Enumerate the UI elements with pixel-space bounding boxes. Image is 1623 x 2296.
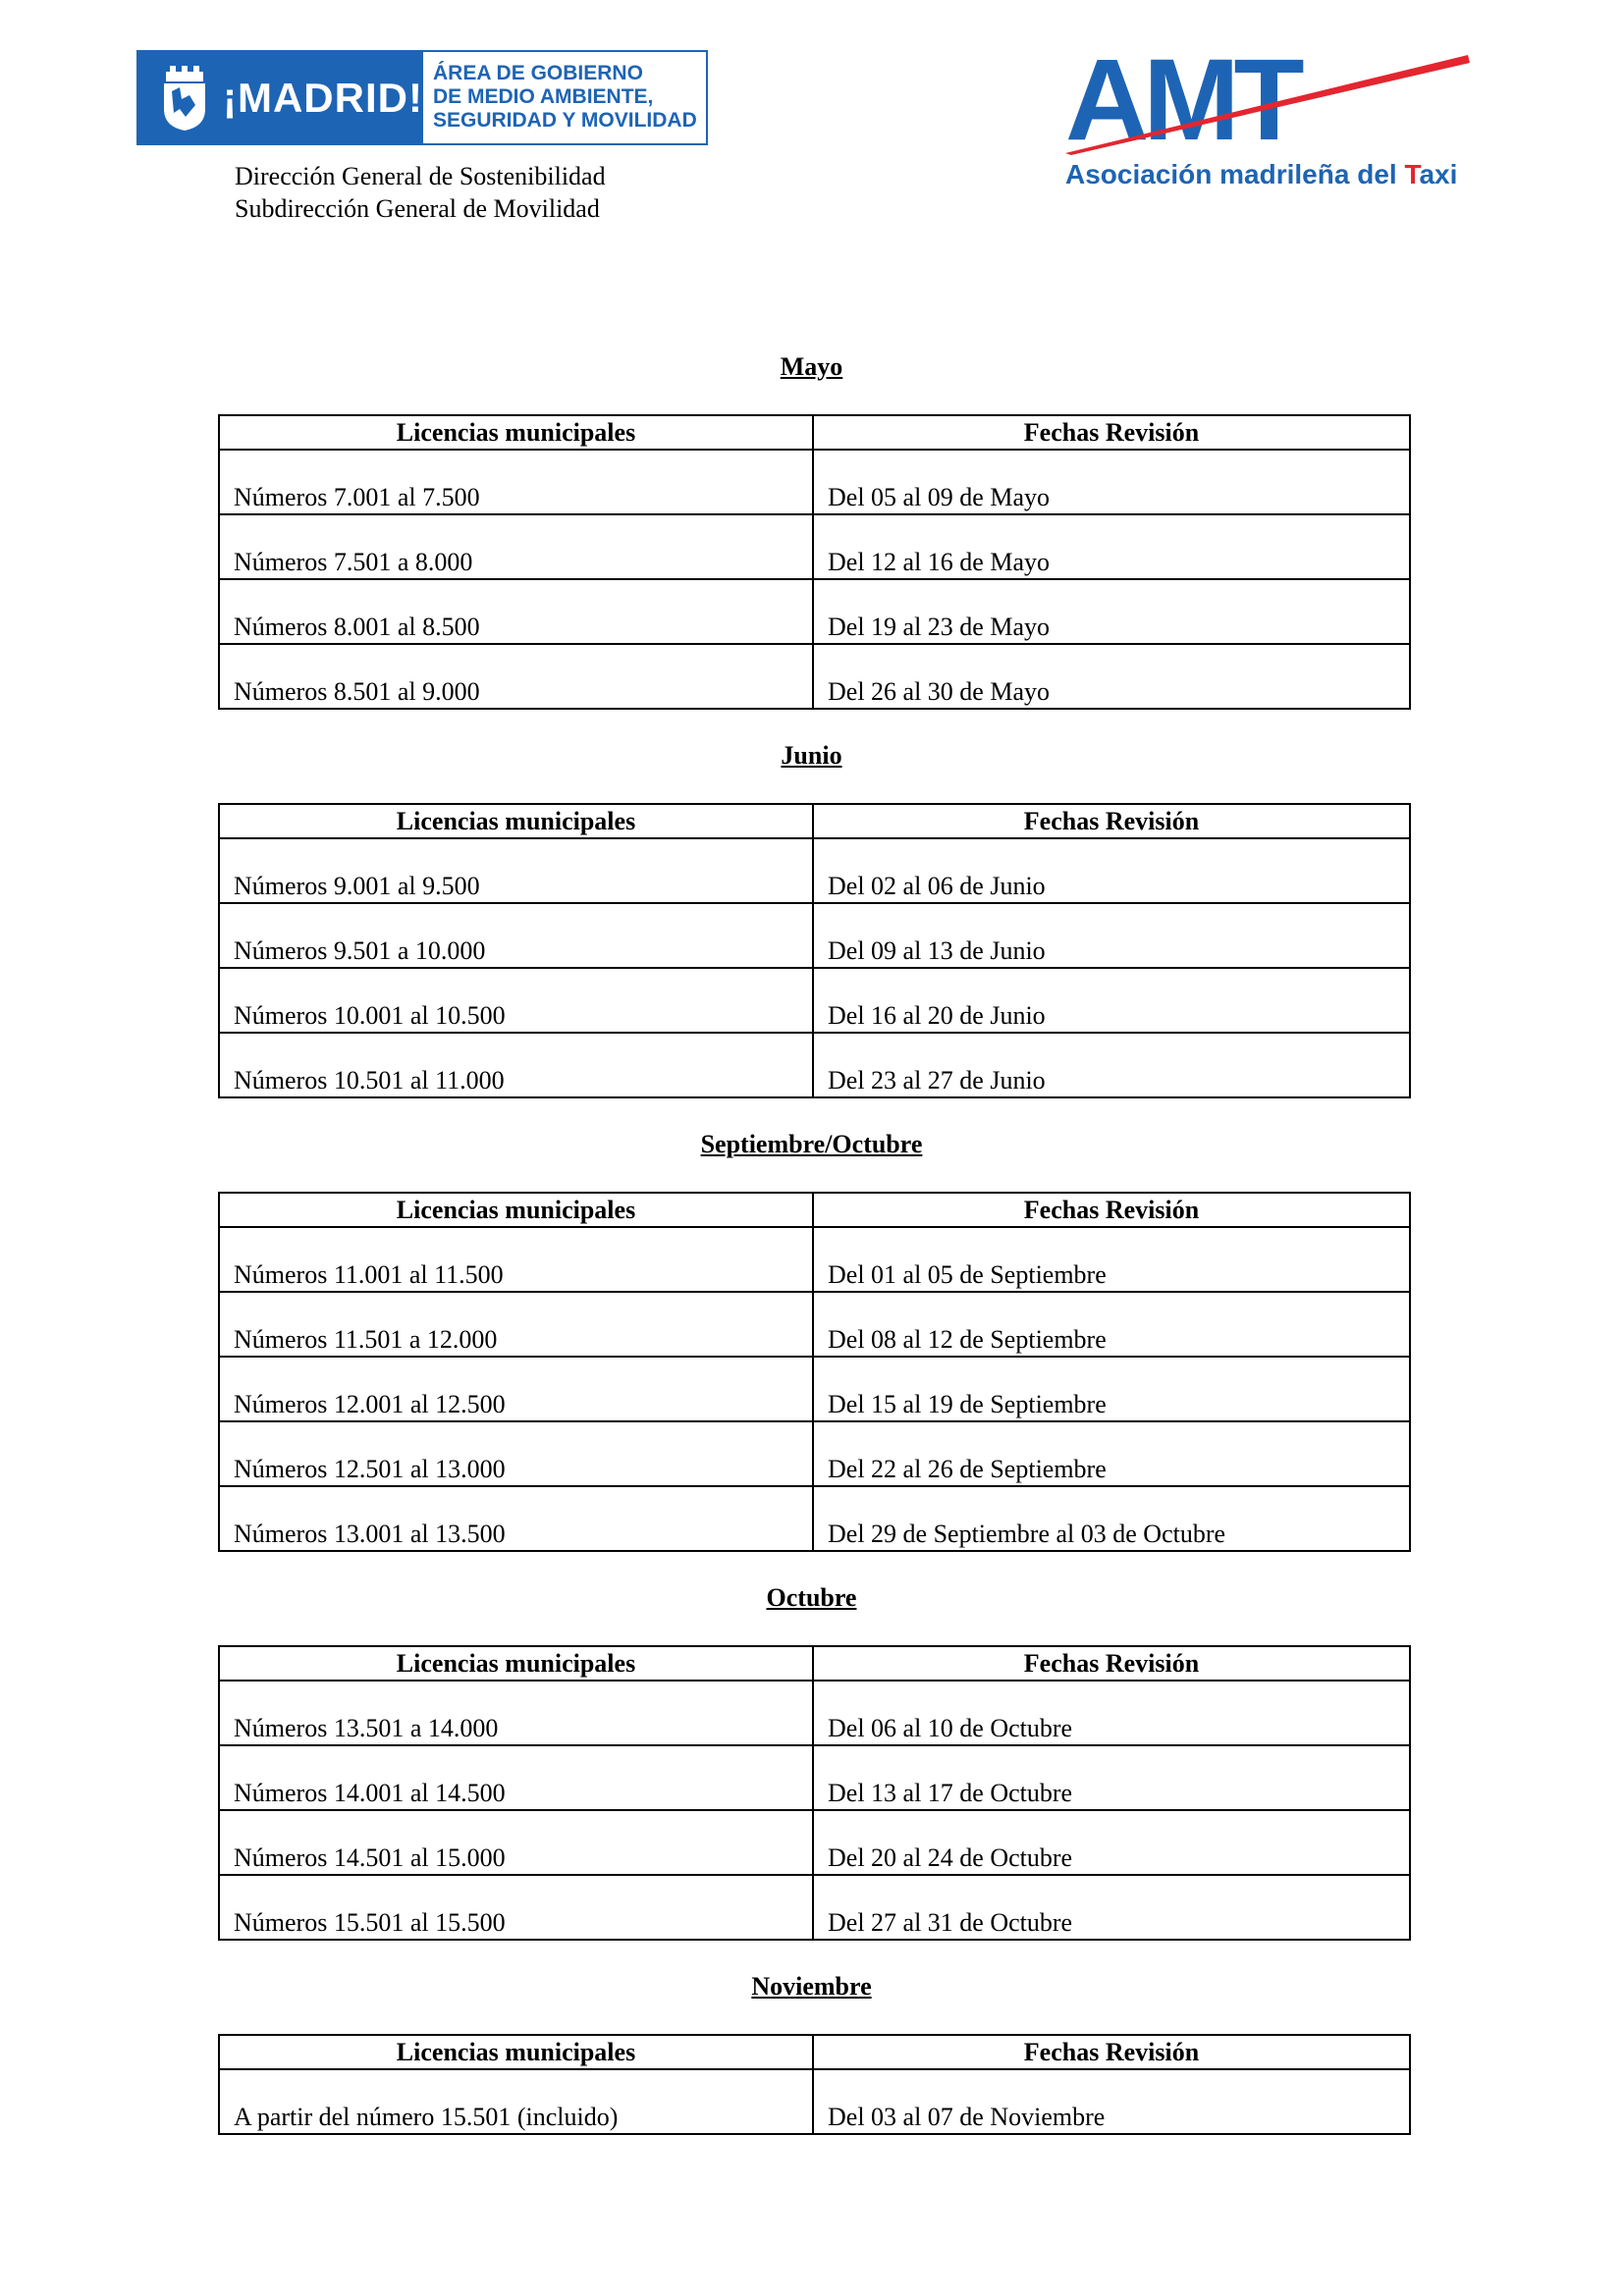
table-row: [219, 1421, 1410, 1486]
table-row: [219, 450, 1410, 514]
review-dates-cell: Del 29 de Septiembre al 03 de Octubre: [813, 1486, 1410, 1551]
license-range-cell: Números 10.501 al 11.000: [219, 1033, 813, 1097]
table-row: [219, 1357, 1410, 1421]
madrid-logo: [136, 50, 708, 145]
review-dates-cell: Del 20 al 24 de Octubre: [813, 1810, 1410, 1875]
review-dates-cell: Del 13 al 17 de Octubre: [813, 1745, 1410, 1810]
column-header-licenses: Licencias municipales: [219, 804, 813, 838]
review-dates-cell: Del 26 al 30 de Mayo: [813, 644, 1410, 709]
month-title-junio: Junio: [781, 741, 842, 770]
table-row: [219, 838, 1410, 903]
license-range-cell: Números 8.001 al 8.500: [219, 579, 813, 644]
table-row: [219, 579, 1410, 644]
table-row: [219, 1486, 1410, 1551]
license-range-cell: Números 13.001 al 13.500: [219, 1486, 813, 1551]
column-header-licenses: Licencias municipales: [219, 415, 813, 450]
schedule-table-junio: [218, 803, 1411, 1098]
table-row: [219, 514, 1410, 579]
review-dates-cell: Del 01 al 05 de Septiembre: [813, 1227, 1410, 1292]
column-header-dates: Fechas Revisión: [813, 1193, 1410, 1227]
license-range-cell: Números 9.501 a 10.000: [219, 903, 813, 968]
review-dates-cell: Del 02 al 06 de Junio: [813, 838, 1410, 903]
license-range-cell: Números 7.501 a 8.000: [219, 514, 813, 579]
area-line: SEGURIDAD Y MOVILIDAD: [433, 109, 697, 132]
amt-tagline-start: Asociación madrileña del: [1065, 159, 1405, 189]
license-range-cell: Números 11.001 al 11.500: [219, 1227, 813, 1292]
review-dates-cell: Del 19 al 23 de Mayo: [813, 579, 1410, 644]
table-row: [219, 1875, 1410, 1940]
amt-letters: AMT: [1065, 53, 1299, 156]
table-row: [219, 2069, 1410, 2134]
table-row: [219, 1810, 1410, 1875]
column-header-dates: Fechas Revisión: [813, 804, 1410, 838]
license-range-cell: Números 10.001 al 10.500: [219, 968, 813, 1033]
table-row: [219, 1681, 1410, 1745]
review-dates-cell: Del 12 al 16 de Mayo: [813, 514, 1410, 579]
madrid-area-text: [423, 52, 706, 143]
month-title-octubre: Octubre: [766, 1583, 857, 1612]
schedule-table-septiembre-octubre: [218, 1192, 1411, 1552]
table-row: [219, 968, 1410, 1033]
license-range-cell: Números 8.501 al 9.000: [219, 644, 813, 709]
madrid-wordmark: ¡MADRID!: [223, 74, 423, 121]
column-header-licenses: Licencias municipales: [219, 2035, 813, 2069]
table-row: [219, 1745, 1410, 1810]
month-title-mayo: Mayo: [780, 352, 843, 381]
column-header-dates: Fechas Revisión: [813, 2035, 1410, 2069]
license-range-cell: Números 14.001 al 14.500: [219, 1745, 813, 1810]
review-dates-cell: Del 27 al 31 de Octubre: [813, 1875, 1410, 1940]
license-range-cell: Números 7.001 al 7.500: [219, 450, 813, 514]
table-row: [219, 1033, 1410, 1097]
amt-letters-logo: [1065, 53, 1478, 156]
month-title-noviembre: Noviembre: [751, 1972, 872, 2001]
table-row: [219, 1227, 1410, 1292]
license-range-cell: Números 9.001 al 9.500: [219, 838, 813, 903]
madrid-crest-icon: [160, 66, 209, 131]
review-dates-cell: Del 23 al 27 de Junio: [813, 1033, 1410, 1097]
table-row: [219, 1292, 1410, 1357]
review-dates-cell: Del 16 al 20 de Junio: [813, 968, 1410, 1033]
table-row: [219, 903, 1410, 968]
license-range-cell: A partir del número 15.501 (incluido): [219, 2069, 813, 2134]
amt-tagline-red: T: [1404, 159, 1420, 189]
license-range-cell: Números 15.501 al 15.500: [219, 1875, 813, 1940]
review-dates-cell: Del 03 al 07 de Noviembre: [813, 2069, 1410, 2134]
department-line: Dirección General de Sostenibilidad: [235, 162, 606, 190]
review-dates-cell: Del 05 al 09 de Mayo: [813, 450, 1410, 514]
table-row: [219, 644, 1410, 709]
review-dates-cell: Del 15 al 19 de Septiembre: [813, 1357, 1410, 1421]
schedule-table-mayo: [218, 414, 1411, 710]
review-dates-cell: Del 22 al 26 de Septiembre: [813, 1421, 1410, 1486]
review-dates-cell: Del 09 al 13 de Junio: [813, 903, 1410, 968]
review-dates-cell: Del 06 al 10 de Octubre: [813, 1681, 1410, 1745]
schedule-table-noviembre: [218, 2034, 1411, 2135]
license-range-cell: Números 12.001 al 12.500: [219, 1357, 813, 1421]
column-header-dates: Fechas Revisión: [813, 415, 1410, 450]
subdepartment-line: Subdirección General de Movilidad: [235, 194, 600, 223]
license-range-cell: Números 12.501 al 13.000: [219, 1421, 813, 1486]
amt-tagline-end: axi: [1419, 159, 1458, 189]
column-header-licenses: Licencias municipales: [219, 1193, 813, 1227]
amt-logo: [1065, 53, 1478, 190]
schedule-table-octubre: [218, 1645, 1411, 1941]
amt-tagline: [1065, 159, 1457, 190]
review-dates-cell: Del 08 al 12 de Septiembre: [813, 1292, 1410, 1357]
area-line: ÁREA DE GOBIERNO: [433, 62, 643, 84]
month-title-septiembre-octubre: Septiembre/Octubre: [700, 1130, 923, 1158]
column-header-licenses: Licencias municipales: [219, 1646, 813, 1681]
license-range-cell: Números 11.501 a 12.000: [219, 1292, 813, 1357]
madrid-logo-badge: [138, 52, 423, 143]
column-header-dates: Fechas Revisión: [813, 1646, 1410, 1681]
area-line: DE MEDIO AMBIENTE,: [433, 85, 654, 108]
license-range-cell: Números 13.501 a 14.000: [219, 1681, 813, 1745]
license-range-cell: Números 14.501 al 15.000: [219, 1810, 813, 1875]
